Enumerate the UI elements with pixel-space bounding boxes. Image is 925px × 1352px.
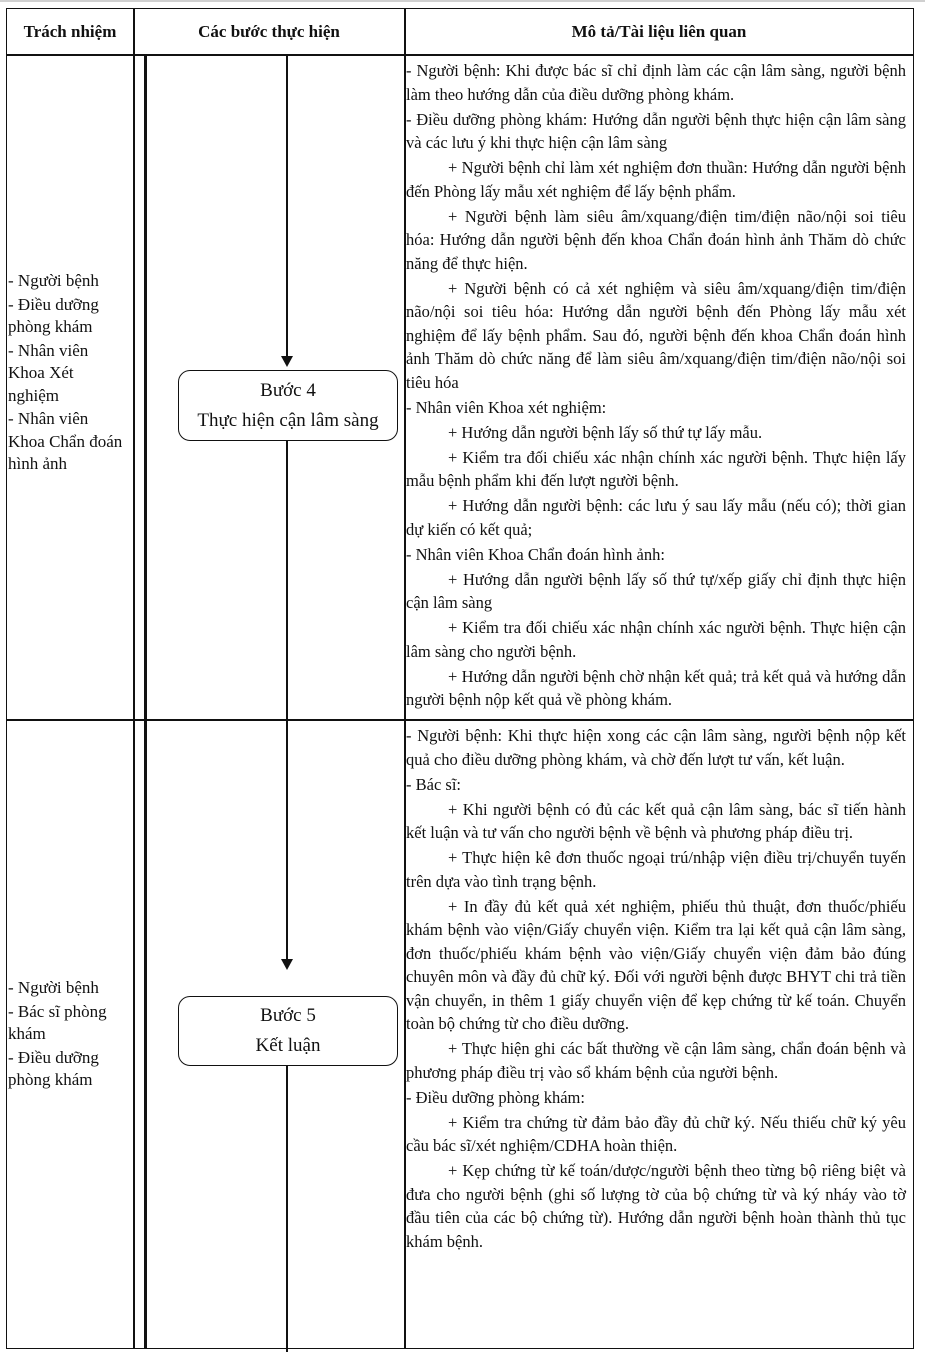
description-cell-step4 [406,59,906,713]
description-subitem: + Kiểm tra đối chiếu xác nhận chính xác người bệnh. Thực hiện lấy mẫu bệnh phẩm khi đến lượt người bệnh. [406,447,906,490]
step-box-4[interactable] [178,370,398,441]
description-subitem: + Khi người bệnh có đủ các kết quả cận lâm sàng, bác sĩ tiến hành kết luận và tư vấn cho người bệnh về bệnh và phương pháp điều trị. [406,799,906,842]
responsibility-item: - Bác sĩ phòng khám [8,1001,107,1043]
description-item: - Người bệnh: Khi thực hiện xong các cận lâm sàng, người bệnh nộp kết quả cho điều dưỡng phòng khám, và chờ đến lượt tư vấn, kết luận. [406,726,906,769]
description-item: - Bác sĩ: [406,774,461,794]
description-item: - Nhân viên Khoa xét nghiệm: [406,397,607,417]
header-description: Mô tả/Tài liệu liên quan [571,22,747,41]
description-subitem: + Kẹp chứng từ kế toán/dược/người bệnh theo từng bộ riêng biệt và đưa cho người bệnh (ghi số lượng tờ của bộ chứng từ và ký nháy vào tờ đầu tiên của các bộ chứng từ). Hướng dẫn người bệnh hoàn thành thủ tục khám bệnh. [406,1161,906,1251]
step-name: Kết luận [255,1035,321,1056]
description-subitem: + In đầy đủ kết quả xét nghiệm, phiếu thủ thuật, đơn thuốc/phiếu khám bệnh vào viện/Giấy chuyển viện. Kiểm tra lại kết quả cận lâm sàng, đơn thuốc/phiếu khám bệnh vào viện/Giấy chuyển viện đảm bảo đúng chuyên môn và đầy đủ chữ ký. Đối với người bệnh được BHYT chi trả tiền vận chuyển, in thêm 1 giấy chuyển viện để kẹp chứng từ kế toán. Chuyển toàn bộ chứng từ cho điều dưỡng. [406,896,906,1033]
header-responsibility: Trách nhiệm [23,22,117,41]
row-divider [7,719,913,721]
step-number: Bước 5 [260,1005,316,1026]
responsibility-item: - Nhân viên Khoa Chẩn đoán hình ảnh [8,409,123,473]
arrow-down-icon [281,356,293,367]
swimlane-line [144,55,147,719]
description-subitem: + Thực hiện ghi các bất thường về cận lâm sàng, chẩn đoán bệnh và phương pháp điều trị vào sổ khám bệnh của người bệnh. [406,1039,906,1082]
description-subitem: + Kiểm tra đối chiếu xác nhận chính xác người bệnh. Thực hiện cận lâm sàng cho người bệnh. [406,618,906,661]
description-subitem: + Hướng dẫn người bệnh lấy số thứ tự/xếp giấy chỉ định thực hiện cận lâm sàng [406,569,906,612]
description-subitem: + Hướng dẫn người bệnh: các lưu ý sau lấy mẫu (nếu có); thời gian dự kiến có kết quả; [406,496,906,539]
description-subitem: + Người bệnh chỉ làm xét nghiệm đơn thuần: Hướng dẫn người bệnh đến Phòng lấy mẫu xét nghiệm để lấy bệnh phẩm. [406,158,906,201]
responsibility-item: - Điều dưỡng phòng khám [8,1047,99,1089]
description-subitem: + Hướng dẫn người bệnh chờ nhận kết quả; trả kết quả và hướng dẫn người bệnh nộp kết quả về phòng khám. [406,666,906,709]
description-item: - Nhân viên Khoa Chẩn đoán hình ảnh: [406,544,665,564]
responsibility-item: - Người bệnh [8,271,99,290]
description-subitem: + Hướng dẫn người bệnh lấy số thứ tự lấy mẫu. [448,422,763,442]
responsibility-cell-step5 [8,977,126,1093]
description-subitem: + Người bệnh có cả xét nghiệm và siêu âm/xquang/điện tim/điện não/nội soi tiêu hóa: Hướng dẫn người bệnh đến Phòng lấy mẫu xét nghiệm để lấy bệnh phẩm. Sau đó, người bệnh đến khoa Chẩn đoán hình ảnh Thăm dò chức năng để làm siêu âm/xquang/điện tim/điện não/nội soi tiêu hóa [406,278,906,392]
description-subitem: + Kiểm tra chứng từ đảm bảo đầy đủ chữ ký. Nếu thiếu chữ ký yêu cầu bác sĩ/xét nghiệm/CDHA hoàn thiện. [406,1112,906,1155]
description-item: - Người bệnh: Khi được bác sĩ chỉ định làm các cận lâm sàng, người bệnh làm theo hướng dẫn của điều dưỡng phòng khám. [406,61,906,104]
flow-connector [286,55,288,357]
responsibility-item: - Người bệnh [8,978,99,997]
step-name: Thực hiện cận lâm sàng [197,409,379,431]
responsibility-item: - Điều dưỡng phòng khám [8,294,99,336]
responsibility-item: - Nhân viên Khoa Xét nghiệm [8,340,89,405]
flow-connector [286,1066,288,1352]
description-subitem: + Thực hiện kê đơn thuốc ngoại trú/nhập viện điều trị/chuyển tuyến trên dựa vào tình trạng bệnh. [406,848,906,891]
description-item: - Điều dưỡng phòng khám: Hướng dẫn người bệnh thực hiện cận lâm sàng và các lưu ý khi thực hiện cận lâm sàng [406,109,906,152]
description-cell-step5 [406,724,906,1255]
swimlane-line [144,720,147,1348]
description-item: - Điều dưỡng phòng khám: [406,1087,585,1107]
step-box-5[interactable] [178,996,398,1066]
step-number: Bước 4 [260,379,316,401]
header-steps: Các bước thực hiện [198,22,340,41]
arrow-down-icon [281,959,293,970]
flow-connector [286,720,288,960]
top-border [0,0,925,2]
description-subitem: + Người bệnh làm siêu âm/xquang/điện tim/điện não/nội soi tiêu hóa: Hướng dẫn người bệnh đến khoa Chẩn đoán hình ảnh Thăm dò chức năng để thực hiện. [406,206,906,273]
column-divider [133,9,135,1348]
responsibility-cell-step4 [8,270,126,477]
flow-connector [286,441,288,719]
